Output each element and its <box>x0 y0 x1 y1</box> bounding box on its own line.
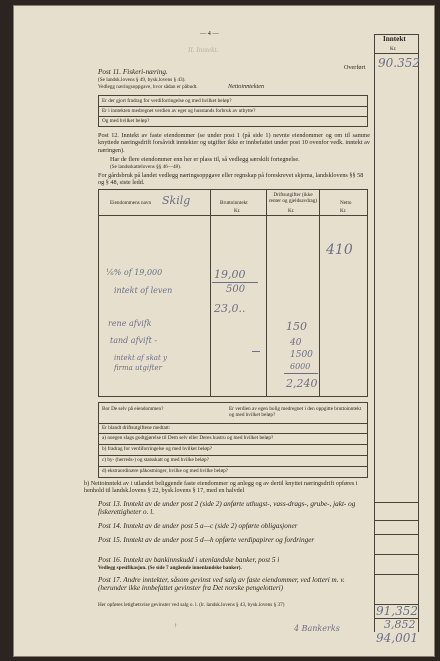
row-label-7: firma utgifter <box>114 364 162 372</box>
inntekt-column-title: Inntekt <box>383 35 406 43</box>
post12-paragraph3: For gårdsbruk på landet vedlegg næringsoppgave eller regnskap på foreskrevet skjema, landsklovens §§ 58 og § 48, siste ledd. <box>98 172 364 187</box>
drift-value-3: 1500 <box>290 350 313 360</box>
inntekt-column-unit: Kr. <box>390 46 397 52</box>
post14: Post 14. Inntekt av de under post 5 a—c (side 2) opførte obligasjoner <box>98 522 298 530</box>
table-col-name: Eiendommens navn <box>110 200 152 206</box>
residence-item-c: c) by- (herreds-) og statsskatt og med hvilke beløp? <box>102 457 209 463</box>
table-unit-brutto: Kr. <box>234 208 241 214</box>
post12-paragraph2: Har de flere eiendommer enn her er plass til, så vedlegg særskilt fortegnelse. <box>110 156 300 163</box>
overfort-label: Overført <box>344 64 366 71</box>
brutto-value-1: 19,00 <box>214 268 246 281</box>
inntekt-column-head-rule <box>374 53 418 54</box>
total-2: 3,852 <box>384 618 416 631</box>
post-b-foreign: b) Nettoinntekt av i utlandet beliggende faste eiendommer og anlegg og av dertil knyttet næringsdrift opføres i henhold til landsk.lovens § 22, bysk.lovens § 17, med en halvdel <box>84 480 358 495</box>
row-label-5: tand afvift - <box>110 336 158 345</box>
post11-q2: Er i inntekten medregnet verdien av eget og husstands forbruk av utbytte? <box>102 108 256 114</box>
drift-value-1: 150 <box>286 320 307 333</box>
inntekt-column-right-rule <box>418 34 419 632</box>
bottom-mark: ↑ <box>174 622 178 629</box>
post11-q1: Er der gjort fradrag for verdiforringelse og med hvilket beløp? <box>102 98 232 104</box>
residence-item-d: d) ekstraordinære påkostninger, hvilke og med hvilke beløp? <box>102 468 228 474</box>
row-label-4: rene afvifk <box>108 319 152 328</box>
residence-q2: Er verdien av egen bolig medregnet i den oppgitte bruttoinntekt og med hvilket beløp? <box>229 406 362 418</box>
post16-note: Vedlegg spesifikasjon. (Se side 7 angående innenlandske banker). <box>98 565 242 571</box>
post11-line: Vedlegg næringsoppgave, hvor sådan er påbudt. <box>98 84 198 90</box>
post17: Post 17. Andre inntekter, såsom gevinst ved salg av faste eiendommer, ved lotteri m. v. (herunder ikke innbefattet gevinster fra Det norske pengelotteri) <box>98 576 345 593</box>
residence-question-box <box>98 402 368 478</box>
inntekt-column-left-rule <box>374 34 375 632</box>
post12-paragraph1: Post 12. Inntekt av faste eiendommer (se under post 1 (på side 1) nevnte eiendommer og om til samme knyttede næringsdrift forsåvidt inntekter og utgifter ikke er innbefattet under post 10 ovenfor vedk. inntekt av næringen). <box>98 132 370 154</box>
tax-form-page <box>14 6 434 656</box>
post11-net-label: Nettoinntekten <box>228 83 265 90</box>
bottom-handwritten-note: 4 Bankerks <box>294 624 340 633</box>
drift-total: 2,240 <box>286 377 318 390</box>
drift-value-4: 6000 <box>290 362 311 371</box>
faded-title: II. Inntekt. <box>188 46 219 54</box>
overfort-value: 90.352 <box>378 56 420 70</box>
post11-ref: (Se landsk.lovens § 49, bysk.lovens § 43). <box>98 77 186 83</box>
table-col-netto: Netto <box>340 200 352 206</box>
residence-item-a: a) noegen slags godtgjørelse til Dem selv eller Deres hustru og med hvilket beløp? <box>102 435 274 441</box>
residence-q3: Er blandt driftsutgiftene medtatt: <box>102 425 171 431</box>
row-label-6: intekt af skat y <box>114 354 167 362</box>
row-label-2: intekt of leven <box>114 286 173 295</box>
property-name-handwritten: Skilg <box>162 194 191 207</box>
brutto-value-2: 500 <box>226 284 246 295</box>
table-col-drift: Driftsutgifter (ikke renter og gjeldsavdrag) <box>268 192 318 204</box>
post11-title: Post 11. Fiskeri-næring. <box>98 68 168 76</box>
post15: Post 15. Inntekt av de under post 5 d—h opførte verdipapirer og fordringer <box>98 536 315 544</box>
residence-q1: Bor De selv på eiendommen? <box>102 406 164 412</box>
row-label-1: ⅙% of 19,000 <box>106 268 163 277</box>
total-3: 94,001 <box>376 631 418 645</box>
post12-paragraph2-ref: (Se landsskattelovens §§ 46—48). <box>110 164 182 170</box>
net-income-handwritten: 410 <box>326 242 353 258</box>
post17-note: Her opføres letighetsvise gevinster ved salg o. l. (lr. landsk.lovens § 43, bysk.lovens § 37) <box>98 602 285 608</box>
post11-q3: Og med hvilket beløp? <box>102 118 150 124</box>
drift-value-2: 40 <box>290 338 302 348</box>
post13: Post 13. Inntekt av de under post 2 (side 2) anførte uthugst-, vass-drags-, grube-, jakt- og fiskerettigheter o. l. <box>98 500 356 517</box>
post16: Post 16. Inntekt av bankinnskudd i utenlandske banker, post 5 i <box>98 556 280 564</box>
total-1: 91,352 <box>376 604 418 618</box>
residence-item-b: b) fradrag for verdiforringelse og med hvilket beløp? <box>102 446 212 452</box>
table-col-brutto: Bruttoinntekt <box>220 200 248 206</box>
page-number: — 4 — <box>200 30 219 37</box>
table-unit-drift: Kr. <box>288 208 295 214</box>
brutto-value-total: 23,0.. <box>214 302 246 315</box>
post11-question-box <box>98 95 368 127</box>
table-unit-netto: Kr. <box>340 208 347 214</box>
